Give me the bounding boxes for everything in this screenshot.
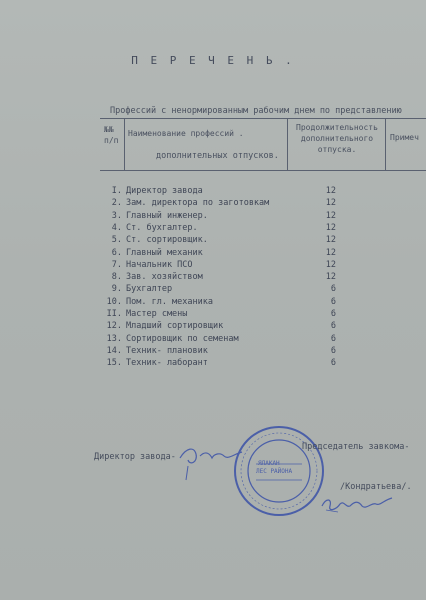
table-row	[0, 260, 426, 273]
row-duration: 12	[325, 272, 336, 283]
union-chairman-name: /Кондратьева/.	[340, 482, 412, 492]
table-top-border	[100, 118, 426, 119]
row-profession-name: Начальник ПСО	[126, 259, 193, 270]
row-profession-name: Зав. хозяйством	[126, 272, 203, 283]
row-number: 8.	[111, 272, 122, 283]
union-signature-label: Председатель завкома-	[302, 442, 410, 452]
table-header-bottom-border	[100, 170, 426, 171]
row-profession-name: Младший сортировщик	[126, 321, 224, 332]
table-column-divider-1	[124, 118, 125, 170]
row-duration: 6	[330, 296, 336, 307]
table-row	[0, 321, 426, 334]
row-duration: 12	[325, 186, 336, 196]
header-number: №№ п/п	[104, 125, 119, 145]
stamp-center-line-1: ЯЛАКАН	[258, 460, 280, 467]
subtitle-line-1: Профессий с ненормированным рабочим днем по представлению	[110, 106, 402, 116]
row-profession-name: Техник- лаборант	[126, 358, 208, 369]
table-column-divider-2	[287, 118, 288, 170]
row-number: 9.	[111, 284, 122, 295]
row-number: 4.	[111, 222, 122, 233]
row-duration: 12	[325, 210, 336, 221]
row-number: 13.	[106, 333, 122, 344]
stamp-center-line-2: ЛЕС РАЙОНА	[256, 468, 293, 475]
row-profession-name: Ст. сортировщик.	[126, 235, 208, 246]
row-duration: 12	[325, 247, 336, 258]
table-row	[0, 272, 426, 285]
row-duration: 12	[325, 235, 336, 246]
row-duration: 6	[330, 321, 336, 332]
row-number: 7.	[111, 259, 122, 270]
row-duration: 6	[330, 345, 336, 356]
table-row	[0, 186, 426, 199]
row-number: 6.	[111, 247, 122, 258]
row-number: 15.	[106, 358, 122, 369]
table-row	[0, 297, 426, 310]
table-row	[0, 248, 426, 261]
row-number: II.	[106, 309, 122, 319]
table-row	[0, 211, 426, 224]
table-row	[0, 346, 426, 359]
row-duration: 12	[325, 198, 336, 209]
row-profession-name: Техник- плановик	[126, 345, 208, 356]
union-signature-icon	[318, 490, 398, 516]
row-number: 14.	[106, 345, 122, 356]
table-row	[0, 309, 426, 322]
row-number: 10.	[106, 296, 122, 307]
row-profession-name: Мастер смены	[126, 309, 188, 319]
table-row	[0, 334, 426, 347]
table-row	[0, 198, 426, 211]
row-number: I.	[111, 186, 122, 196]
table-row	[0, 223, 426, 236]
table-row	[0, 235, 426, 248]
row-number: 12.	[106, 321, 122, 332]
row-duration: 6	[330, 284, 336, 295]
row-profession-name: Директор завода	[126, 186, 203, 196]
header-profession-name: Наименование профессий .	[128, 129, 244, 138]
row-number: 5.	[111, 235, 122, 246]
row-duration: 12	[325, 259, 336, 270]
row-duration: 6	[330, 358, 336, 369]
row-profession-name: Бухгалтер	[126, 284, 173, 295]
header-duration: Продолжительность дополнительного отпуска.	[296, 123, 378, 154]
row-profession-name: Ст. бухгалтер.	[126, 222, 198, 233]
header-note: Примеч	[390, 133, 419, 142]
subtitle-line-2: дополнительных отпусков.	[156, 151, 279, 161]
row-duration: 12	[325, 222, 336, 233]
row-duration: 6	[330, 309, 336, 319]
document-title: П Е Р Е Ч Е Н Ь .	[131, 54, 295, 67]
table-column-divider-3	[385, 118, 386, 170]
table-row	[0, 284, 426, 297]
row-profession-name: Пом. гл. механика	[126, 296, 213, 307]
row-duration: 6	[330, 333, 336, 344]
table-row	[0, 358, 426, 371]
row-profession-name: Зам. директора по заготовкам	[126, 198, 270, 209]
row-profession-name: Сортировщик по семенам	[126, 333, 239, 344]
director-signature-label: Директор завода-	[94, 452, 176, 462]
row-profession-name: Главный инженер.	[126, 210, 208, 221]
row-number: 2.	[111, 198, 122, 209]
row-number: 3.	[111, 210, 122, 221]
row-profession-name: Главный механик	[126, 247, 203, 258]
